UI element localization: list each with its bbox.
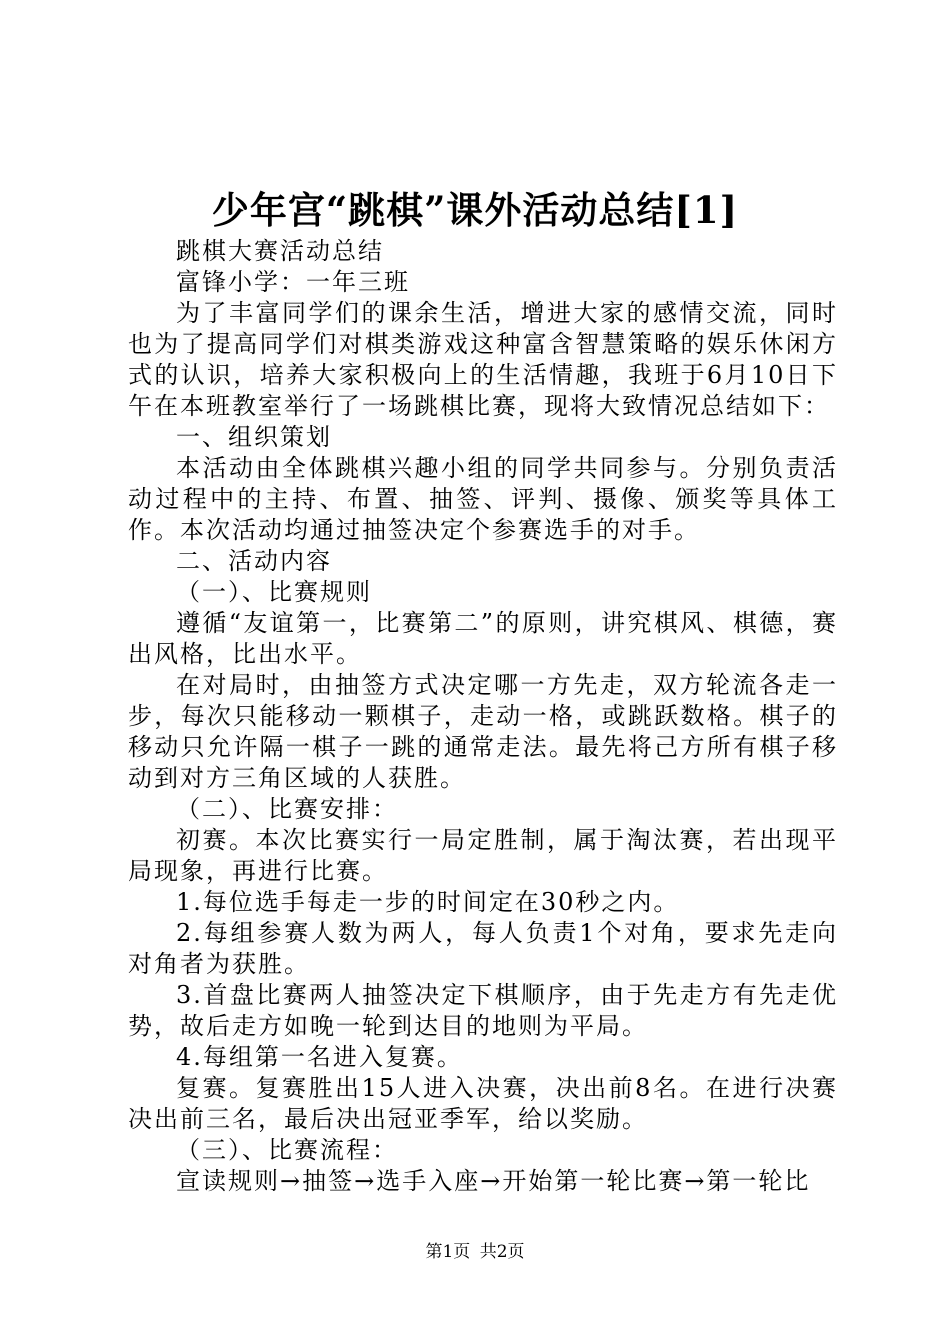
paragraph-subtitle: 跳棋大赛活动总结: [176, 237, 384, 265]
document-body: [128, 236, 838, 1197]
paragraph-intro: 为了丰富同学们的课余生活，增进大家的感情交流，同时也为了提高同学们对棋类游戏这种富含智慧策略的娱乐休闲方式的认识，培养大家积极向上的生活情趣，我班于6月10日下午在本班教室举行了一场跳棋比赛，现将大致情况总结如下：: [128, 299, 838, 420]
page-number: 第1页: [425, 1242, 471, 1262]
paragraph-class: 富锋小学：一年三班: [176, 268, 410, 296]
page-total: 共2页: [479, 1242, 525, 1262]
document-title: 少年宫“跳棋”课外活动总结[1]: [211, 188, 739, 232]
list-item-1: 1.每位选手每走一步的时间定在30秒之内。: [176, 888, 680, 916]
heading-rules: （一）、比赛规则: [176, 578, 372, 606]
heading-content: 二、活动内容: [176, 547, 332, 575]
list-item-4: 4.每组第一名进入复赛。: [176, 1043, 463, 1071]
page-footer: [0, 1240, 950, 1264]
paragraph-organization: 本活动由全体跳棋兴趣小组的同学共同参与。分别负责活动过程中的主持、布置、抽签、评判、摄像、颁奖等具体工作。本次活动均通过抽签决定个参赛选手的对手。: [128, 454, 838, 544]
paragraph-rules-detail: 在对局时，由抽签方式决定哪一方先走，双方轮流各走一步，每次只能移动一颗棋子，走动一格，或跳跃数格。棋子的移动只允许隔一棋子一跳的通常走法。最先将己方所有棋子移动到对方三角区域的人获胜。: [128, 671, 838, 792]
heading-organization: 一、组织策划: [176, 423, 332, 451]
paragraph-process: 宣读规则→抽签→选手入座→开始第一轮比赛→第一轮比: [176, 1167, 811, 1195]
paragraph-semifinal: 复赛。复赛胜出15人进入决赛，决出前8名。在进行决赛决出前三名，最后决出冠亚季军，给以奖励。: [128, 1074, 838, 1133]
paragraph-preliminary: 初赛。本次比赛实行一局定胜制，属于淘汰赛，若出现平局现象，再进行比赛。: [128, 826, 838, 885]
list-item-2: 2.每组参赛人数为两人，每人负责1个对角，要求先走向对角者为获胜。: [128, 919, 838, 978]
heading-process: （三）、比赛流程：: [176, 1136, 398, 1164]
heading-arrangement: （二）、比赛安排：: [176, 795, 398, 823]
list-item-3: 3.首盘比赛两人抽签决定下棋顺序，由于先走方有先走优势，故后走方如晚一轮到达目的地则为平局。: [128, 981, 838, 1040]
paragraph-rules-principle: 遵循“友谊第一，比赛第二”的原则，讲究棋风、棋德，赛出风格，比出水平。: [128, 609, 838, 668]
